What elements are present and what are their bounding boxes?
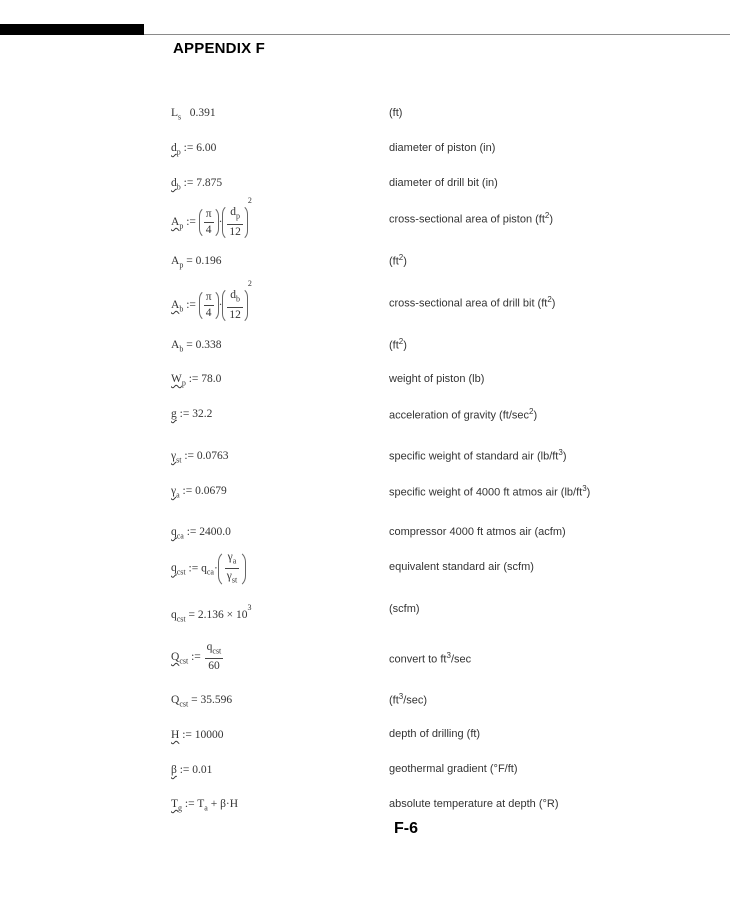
equation-dp: $d_p$ := 6.00 (171, 142, 217, 157)
description: geothermal gradient (°F/ft) (389, 763, 518, 775)
description: weight of piston (lb) (389, 373, 485, 385)
description: specific weight of 4000 ft atmos air $(lb/ft^3)$ (389, 484, 591, 499)
equation-wp: $W_p$ := 78.0 (171, 373, 222, 388)
value: 0.196 (195, 255, 222, 267)
description: $(ft^3/\sec)$ (389, 692, 428, 707)
value: 0.01 (192, 764, 213, 776)
description: compressor 4000 ft atmos air (acfm) (389, 526, 566, 538)
value: 2400.0 (199, 526, 231, 538)
page-number: F-6 (394, 820, 418, 837)
description: depth of drilling (ft) (389, 728, 481, 740)
equation-h: H := 10000 (171, 729, 224, 741)
description: convert to $ft^3/\sec$ (389, 651, 472, 666)
equation-ls: $L_s$ 0.391 (171, 107, 216, 122)
description: absolute temperature at depth (°R) (389, 798, 559, 810)
equation-ap-def: $A_p$ := $\frac{\pi}{4}$ · $\frac{d_p}{12}$ $^2$ (171, 196, 252, 241)
description: (ft) (389, 107, 403, 119)
value: 0.0763 (196, 450, 229, 462)
equation-gamma-st: $\gamma_{st}$ := 0.0763 (171, 450, 229, 465)
description: $(ft^2)$ (389, 337, 407, 352)
pi-symbol: π (204, 208, 214, 223)
description: cross-sectional area of drill bit $(ft^2)$ (389, 295, 556, 310)
description: equivalent standard air (scfm) (389, 561, 534, 573)
value: 2.136 (197, 609, 224, 621)
description: cross-sectional area of piston $(ft^2)$ (389, 211, 554, 226)
equation-qca: $q_{ca}$ := 2400.0 (171, 526, 231, 541)
description: specific weight of standard air $(lb/ft^3)$ (389, 448, 567, 463)
value: 10000 (194, 729, 224, 741)
description: acceleration of gravity $(ft/\sec^2)$ (389, 407, 538, 422)
description: (scfm) (389, 603, 420, 615)
description: $(ft^2)$ (389, 253, 407, 268)
page-title: APPENDIX F (173, 40, 266, 57)
header-rule (144, 34, 730, 35)
equation-g: g := 32.2 (171, 408, 213, 420)
equation-db: $d_b$ := 7.875 (171, 177, 223, 192)
equation-ab-def: $A_b$ := $\frac{\pi}{4}$ · $\frac{d_b}{12}$ $^2$ (171, 279, 252, 324)
value: 7.875 (196, 177, 223, 189)
equation-qcst-def: $q_{cst}$ := $q_{ca}\cdot$ $\frac{\gamma_a}{\gamma_{st}}$ (171, 550, 246, 588)
value: 78.0 (201, 373, 222, 385)
equation-qcst: $q_{cst} = 2.136 \times 10^3$ (171, 603, 252, 624)
equation-gamma-a: $\gamma_a$ := 0.0679 (171, 485, 227, 500)
equation-qcst-value: $Q_{cst} = 35.596$ (171, 694, 233, 709)
equation-ap: $A_p = 0.196$ (171, 255, 222, 270)
equation-ab: $A_b = 0.338$ (171, 339, 222, 354)
description: diameter of drill bit (in) (389, 177, 498, 189)
header-bar (0, 24, 144, 35)
equation-tg: $T_g$ := $T_a + \beta\cdot H$ (171, 798, 239, 813)
equation-qcst-conv: $Q_{cst}$ := $\frac{q_{cst}}{60}$ (171, 641, 222, 673)
value: 32.2 (192, 408, 213, 420)
description: diameter of piston (in) (389, 142, 496, 154)
value: 6.00 (196, 142, 217, 154)
equation-beta: β := 0.01 (171, 764, 213, 776)
pi-symbol: π (204, 291, 214, 306)
value: 0.0679 (195, 485, 227, 497)
value: 0.338 (195, 339, 222, 351)
value: 35.596 (200, 694, 233, 706)
value: 0.391 (189, 107, 216, 119)
